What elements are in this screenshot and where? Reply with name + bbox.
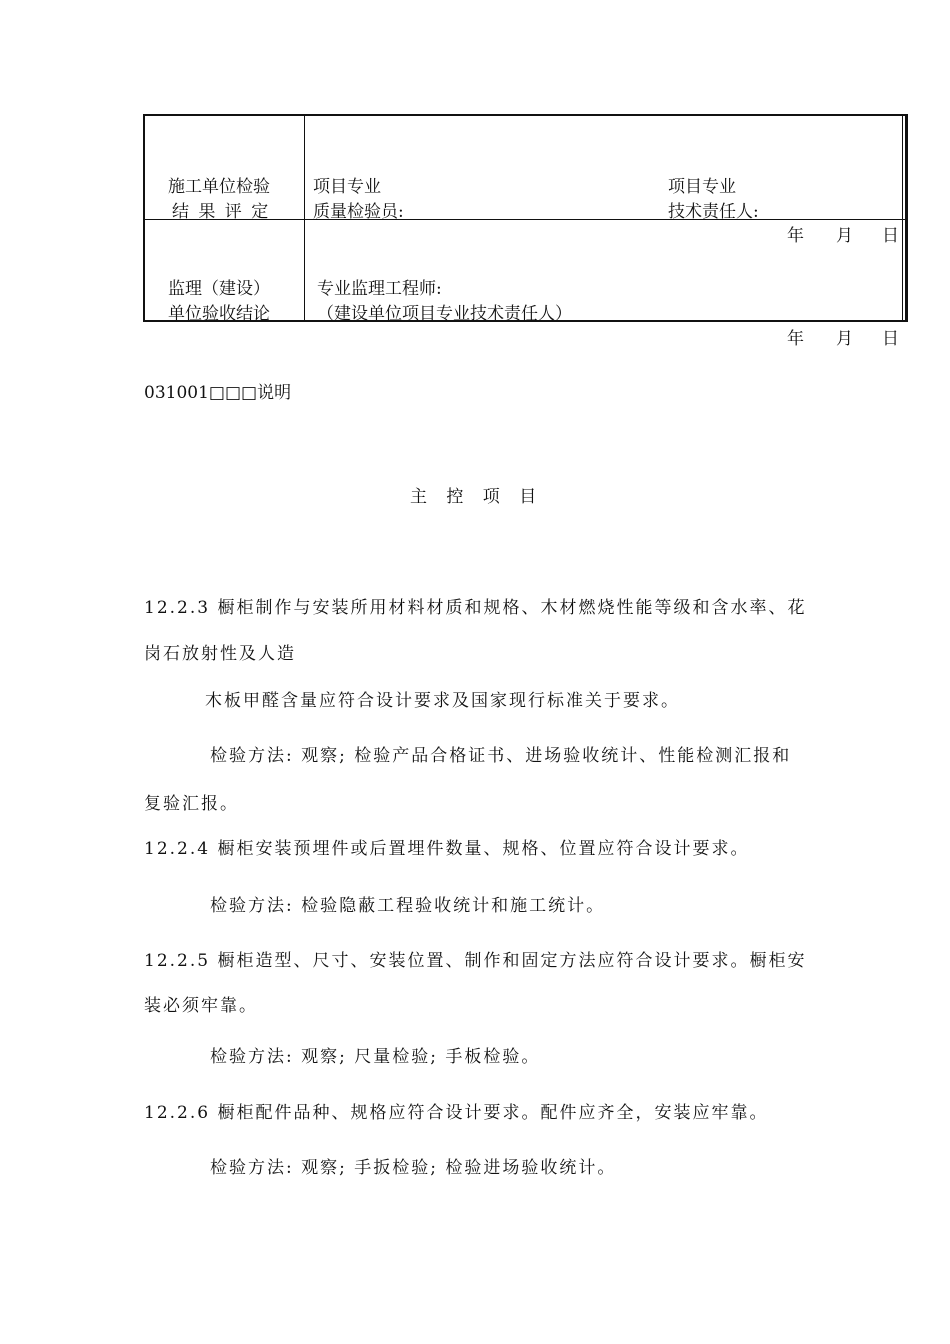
row1-tech-lead-line2: 技术责任人:: [668, 202, 759, 222]
date2-day: 日: [882, 329, 899, 349]
item-1223-line3: 木板甲醛含量应符合设计要求及国家现行标准关于要求。: [205, 691, 680, 711]
row2-label-line2: 单位验收结论: [168, 304, 270, 324]
item-1223-line1: 12.2.3 橱柜制作与安装所用材料材质和规格、木材燃烧性能等级和含水率、花: [144, 598, 807, 618]
row2-label-line1: 监理（建设）: [168, 279, 270, 299]
code-heading: 031001□□□说明: [144, 383, 292, 403]
table-border-top: [143, 114, 908, 116]
date2-month: 月: [836, 329, 853, 349]
table-column-divider: [304, 114, 305, 322]
date2-year: 年: [787, 329, 804, 349]
row2-supervisor-line1: 专业监理工程师:: [317, 279, 442, 299]
item-1225-method: 检验方法: 观察; 尺量检验; 手板检验。: [210, 1047, 541, 1067]
table-border-right-inner: [902, 114, 903, 322]
item-1226-method: 检验方法: 观察; 手扳检验; 检验进场验收统计。: [210, 1158, 617, 1178]
item-1223-line2: 岗石放射性及人造: [144, 644, 296, 664]
item-1223-method-line1: 检验方法: 观察; 检验产品合格证书、进场验收统计、性能检测汇报和: [210, 746, 792, 766]
row1-inspector-line1: 项目专业: [313, 177, 381, 197]
row1-inspector-line2: 质量检验员:: [313, 202, 404, 222]
item-1224-line1: 12.2.4 橱柜安装预埋件或后置埋件数量、规格、位置应符合设计要求。: [144, 839, 750, 859]
table-border-right: [905, 114, 908, 322]
section-title: 主 控 项 目: [410, 487, 544, 507]
item-1223-method-line2: 复验汇报。: [144, 794, 239, 814]
item-1225-line1: 12.2.5 橱柜造型、尺寸、安装位置、制作和固定方法应符合设计要求。橱柜安: [144, 951, 807, 971]
item-1225-line2: 装必须牢靠。: [144, 996, 258, 1016]
date1-month: 月: [836, 226, 853, 246]
date1-year: 年: [787, 226, 804, 246]
item-1226-line1: 12.2.6 橱柜配件品种、规格应符合设计要求。配件应齐全，安装应牢靠。: [144, 1103, 769, 1123]
table-border-left: [143, 114, 145, 322]
date1-day: 日: [882, 226, 899, 246]
row1-label-line1: 施工单位检验: [168, 177, 270, 197]
row1-tech-lead-line1: 项目专业: [668, 177, 736, 197]
row1-label-line2: 结 果 评 定: [172, 202, 271, 222]
item-1224-method: 检验方法: 检验隐蔽工程验收统计和施工统计。: [210, 896, 606, 916]
row2-supervisor-line2: （建设单位项目专业技术责任人）: [317, 304, 572, 324]
